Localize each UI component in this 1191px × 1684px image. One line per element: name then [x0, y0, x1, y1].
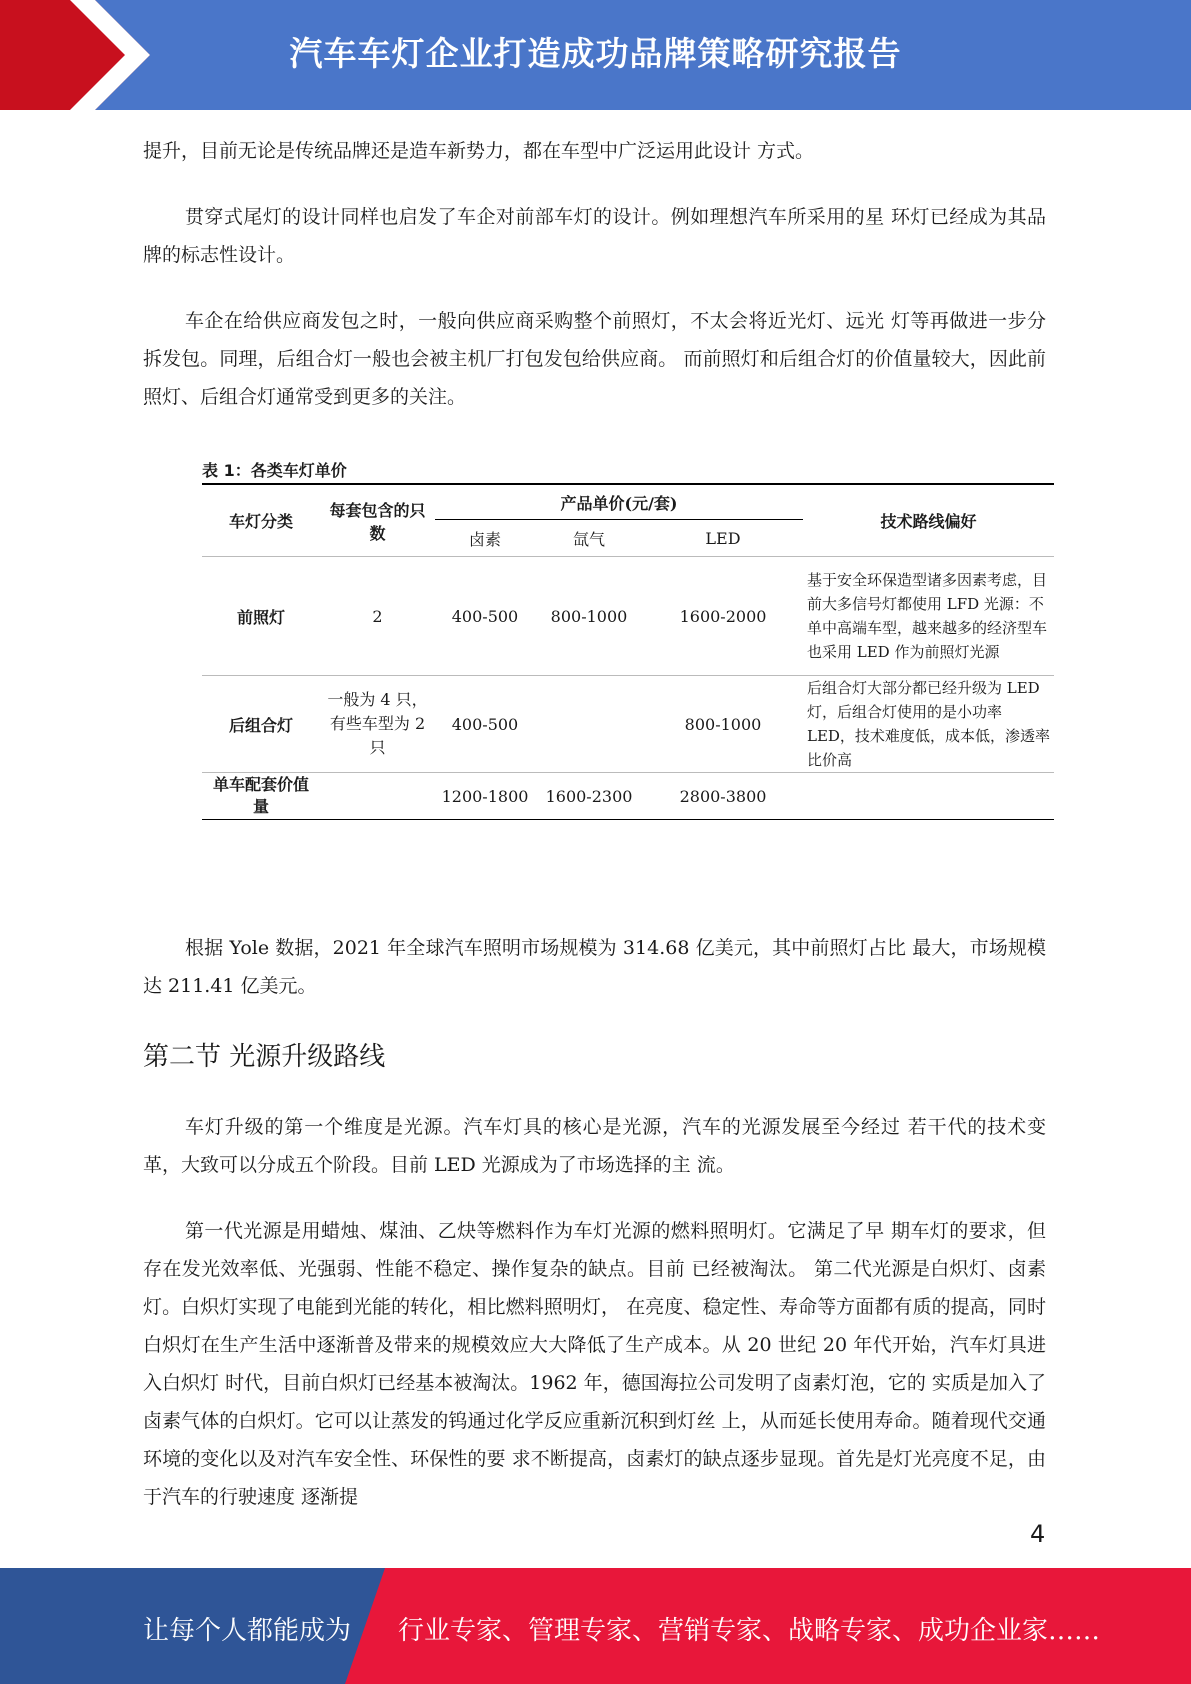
- paragraph: 车企在给供应商发包之时，一般向供应商采购整个前照灯，不太会将近光灯、远光 灯等再做进一步分拆发包。同理，后组合灯一般也会被主机厂打包发包给供应商。 而前照灯和后组合灯的价值量较大，因此前照灯、后组合灯通常受到更多的关注。: [143, 310, 1046, 408]
- cell-halogen: 400-500: [435, 676, 535, 773]
- cell-halogen: 400-500: [435, 557, 535, 676]
- header-halogen: 卤素: [468, 529, 501, 549]
- header-price-group: 产品单价(元/套): [435, 484, 803, 520]
- cell-category: 单车配套价值量: [202, 773, 320, 820]
- light-source-text: [143, 1108, 1046, 1516]
- cell-tech: 基于安全环保造型诸多因素考虑，目前大多信号灯都使用 LFD 光源：不单中高端车型，越来越多的经济型车也采用 LED 作为前照灯光源: [803, 557, 1054, 676]
- header-category: 车灯分类: [202, 484, 320, 557]
- table-row: [202, 773, 1054, 820]
- header-xenon: 氙气: [572, 529, 605, 549]
- cell-xenon: [535, 676, 643, 773]
- cell-led: 2800-3800: [643, 773, 803, 820]
- cell-led: 1600-2000: [643, 557, 803, 676]
- report-title: 汽车车灯企业打造成功品牌策略研究报告: [289, 34, 902, 73]
- intro-text: [143, 132, 1046, 416]
- cell-led: 800-1000: [643, 676, 803, 773]
- footer-slogan-left: 让每个人都能成为: [143, 1616, 352, 1646]
- cell-xenon: 800-1000: [535, 557, 643, 676]
- section-title: 第二节 光源升级路线: [143, 1042, 386, 1072]
- cell-count: [320, 773, 435, 820]
- table-row: [202, 557, 1054, 676]
- market-size-text: [143, 929, 1046, 1005]
- paragraph: 根据 Yole 数据，2021 年全球汽车照明市场规模为 314.68 亿美元，其中前照灯占比 最大，市场规模达 211.41 亿美元。: [143, 937, 1046, 997]
- paragraph: 贯穿式尾灯的设计同样也启发了车企对前部车灯的设计。例如理想汽车所采用的星 环灯已经成为其品牌的标志性设计。: [143, 206, 1046, 266]
- cell-tech: [803, 773, 1054, 820]
- header-tech: 技术路线偏好: [803, 484, 1054, 557]
- page-header: [0, 0, 1191, 110]
- cell-tech: 后组合灯大部分都已经升级为 LED 灯，后组合灯使用的是小功率 LED，技术难度低，成本低，渗透率比价高: [803, 676, 1054, 773]
- cell-halogen: 1200-1800: [435, 773, 535, 820]
- page-number: 4: [1030, 1520, 1046, 1548]
- paragraph: 车灯升级的第一个维度是光源。汽车灯具的核心是光源，汽车的光源发展至今经过 若干代的技术变革，大致可以分成五个阶段。目前 LED 光源成为了市场选择的主 流。: [143, 1116, 1046, 1176]
- lamp-price-table: [202, 483, 1054, 820]
- section-heading-block: [143, 1036, 1046, 1073]
- header-led: LED: [705, 528, 741, 548]
- cell-count: 一般为 4 只，有些车型为 2 只: [320, 676, 435, 773]
- paragraph: 第一代光源是用蜡烛、煤油、乙炔等燃料作为车灯光源的燃料照明灯。它满足了早 期车灯的要求，但存在发光效率低、光强弱、性能不稳定、操作复杂的缺点。目前 已经被淘汰。 第二代光源是白炽灯、卤素灯。白炽灯实现了电能到光能的转化，相比燃料照明灯， 在亮度、稳定性、寿命等方面都有质的提高，同时白炽灯在生产生活中逐渐普及带来的规模效应大大降低了生产成本。从 20 世纪 20 年代开始，汽车灯具进入白炽灯 时代，目前白炽灯已经基本被淘汰。1962 年，德国海拉公司发明了卤素灯泡，它的 实质是加入了卤素气体的白炽灯。它可以让蒸发的钨通过化学反应重新沉积到灯丝 上，从而延长使用寿命。随着现代交通环境的变化以及对汽车安全性、环保性的要 求不断提高，卤素灯的缺点逐步显现。首先是灯光亮度不足，由于汽车的行驶速度 逐渐提: [143, 1220, 1046, 1508]
- paragraph: 提升，目前无论是传统品牌还是造车新势力，都在车型中广泛运用此设计 方式。: [143, 140, 815, 162]
- table-caption: 表 1：各类车灯单价: [202, 461, 347, 480]
- cell-category: 后组合灯: [202, 676, 320, 773]
- lamp-price-table-block: [202, 458, 1054, 820]
- cell-count: 2: [320, 557, 435, 676]
- table-row: [202, 676, 1054, 773]
- cell-category: 前照灯: [202, 557, 320, 676]
- header-count: 每套包含的只数: [320, 484, 435, 557]
- footer-slogan-right: 行业专家、管理专家、营销专家、战略专家、成功企业家……: [398, 1616, 1101, 1646]
- cell-xenon: 1600-2300: [535, 773, 643, 820]
